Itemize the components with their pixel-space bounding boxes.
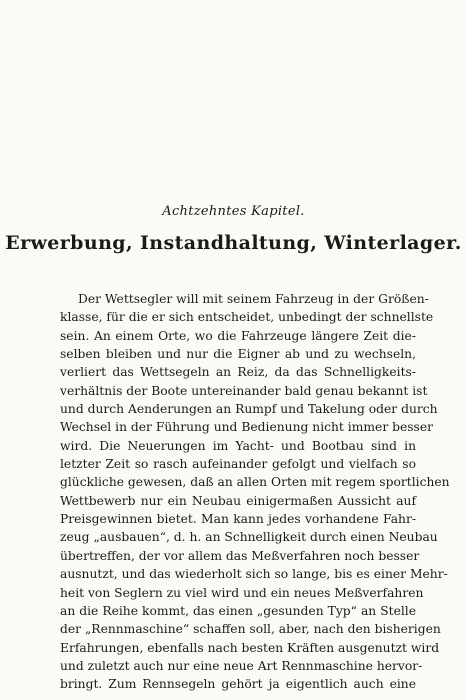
text-line: Preisgewinnen bietet. Man kann jedes vorhandene Fahr-	[60, 512, 416, 527]
text-line: Wechsel in der Führung und Bedienung nicht immer besser	[60, 420, 434, 435]
text-line: glückliche gewesen, daß an allen Orten mit regem sportlichen	[60, 475, 450, 490]
text-line: verhältnis der Boote untereinander bald genau bekannt ist	[60, 383, 428, 398]
text-line: verliert das Wettsegeln an Reiz, da das Schnelligkeits-	[60, 365, 416, 380]
text-line: letzter Zeit so rasch aufeinander gefolgt und vielfach so	[60, 457, 416, 472]
text-line: bringt. Zum Rennsegeln gehört ja eigentlich auch eine	[60, 677, 416, 692]
text-line: und durch Aenderungen an Rumpf und Takelung oder durch	[60, 402, 438, 417]
text-line: klasse, für die er sich entscheidet, unbedingt der schnellste	[60, 310, 434, 325]
chapter-title: Erwerbung, Instandhaltung, Winterlager.	[5, 232, 462, 254]
text-line: heit von Seglern zu viel wird und ein neues Meßverfahren	[60, 585, 424, 600]
text-line: übertreffen, der vor allem das Meßverfahren noch besser	[60, 548, 420, 563]
text-line: ausnutzt, und das wiederholt sich so lange, bis es einer Mehr-	[60, 567, 448, 582]
chapter-number-label: Achtzehntes Kapitel.	[162, 204, 305, 219]
text-line: selben bleiben und nur die Eigner ab und zu wechseln,	[60, 347, 416, 362]
text-line: sein. An einem Orte, wo die Fahrzeuge längere Zeit die-	[60, 328, 416, 343]
text-line: Der Wettsegler will mit seinem Fahrzeug in der Größen-	[78, 292, 429, 306]
text-line: wird. Die Neuerungen im Yacht- und Bootbau sind in	[60, 438, 416, 453]
text-line: Erfahrungen, ebenfalls nach besten Kräften ausgenutzt wird	[60, 640, 440, 655]
text-line: und zuletzt auch nur eine neue Art Rennmaschine hervor-	[60, 658, 423, 673]
text-line: an die Reihe kommt, das einen „gesunden Typ“ an Stelle	[60, 603, 416, 618]
body-text	[60, 290, 450, 694]
text-line: Wettbewerb nur ein Neubau einigermaßen Aussicht auf	[60, 493, 416, 508]
text-line: zeug „ausbauen“, d. h. an Schnelligkeit durch einen Neubau	[60, 530, 438, 545]
text-line: der „Rennmaschine“ schaffen soll, aber, nach den bisherigen	[60, 622, 441, 637]
